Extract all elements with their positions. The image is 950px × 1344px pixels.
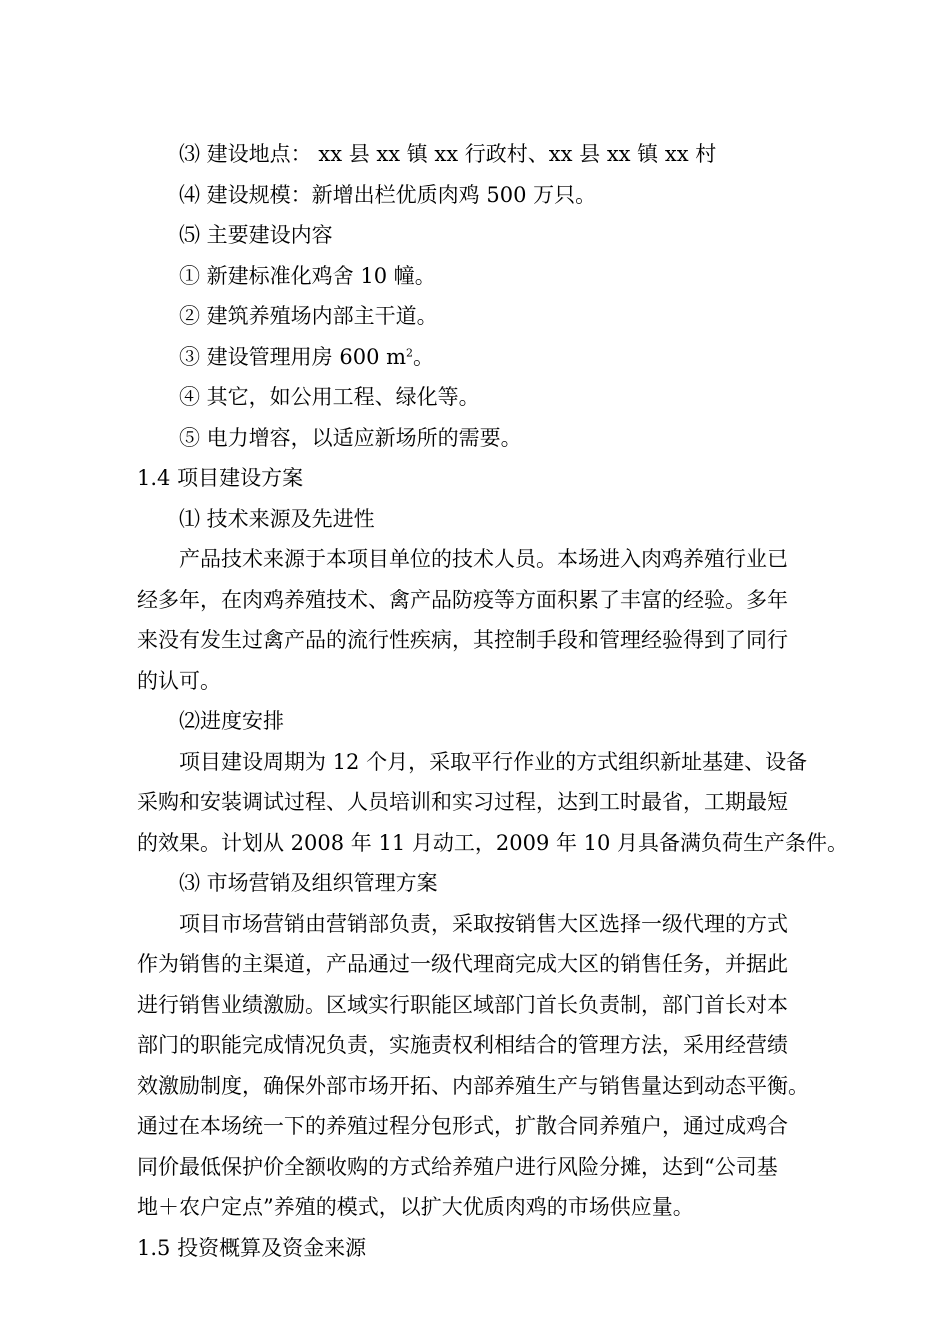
paragraph-line: 部门的职能完成情况负责，实施责权利相结合的管理方法，采用经营绩 xyxy=(137,1033,788,1057)
content-item-1: ① 新建标准化鸡舍 10 幢。 xyxy=(179,263,436,288)
content-item-3-end: 。 xyxy=(413,344,435,369)
schedule-paragraph xyxy=(137,742,849,864)
paragraph-line: 产品技术来源于本项目单位的技术人员。本场进入肉鸡养殖行业已 xyxy=(179,547,788,571)
content-item-4: ④ 其它，如公用工程、绿化等。 xyxy=(179,385,480,409)
paragraph-line: 项目市场营销由营销部负责，采取按销售大区选择一级代理的方式 xyxy=(179,911,788,936)
schedule-title: ⑵进度安排 xyxy=(179,709,284,733)
section-1-5-heading: 1.5 投资概算及资金来源 xyxy=(137,1235,367,1260)
paragraph-line: 来没有发生过禽产品的流行性疾病，其控制手段和管理经验得到了同行 xyxy=(137,628,788,652)
paragraph-line: 项目建设周期为 12 个月，采取平行作业的方式组织新址基建、设备 xyxy=(179,749,808,774)
paragraph-line: 作为销售的主渠道，产品通过一级代理商完成大区的销售任务，并据此 xyxy=(137,952,788,976)
main-content-title: ⑸ 主要建设内容 xyxy=(179,223,333,247)
square-superscript: 2 xyxy=(406,345,414,359)
paragraph-line: 采购和安装调试过程、人员培训和实习过程，达到工时最省，工期最短 xyxy=(137,790,788,814)
construction-site-line: ⑶ 建设地点： xx 县 xx 镇 xx 行政村、xx 县 xx 镇 xx 村 xyxy=(179,142,717,166)
content-item-2: ② 建筑养殖场内部主干道。 xyxy=(179,304,438,328)
paragraph-line: 同价最低保护价全额收购的方式给养殖户进行风险分摊，达到“公司基 xyxy=(137,1154,778,1179)
paragraph-line: 效激励制度，确保外部市场开拓、内部养殖生产与销售量达到动态平衡。 xyxy=(137,1073,809,1098)
paragraph-line: 通过在本场统一下的养殖过程分包形式，扩散合同养殖户，通过成鸡合 xyxy=(137,1114,788,1138)
paragraph-line: 地＋农户定点”养殖的模式，以扩大优质肉鸡的市场供应量。 xyxy=(137,1195,694,1219)
marketing-title: ⑶ 市场营销及组织管理方案 xyxy=(179,871,438,895)
tech-source-paragraph xyxy=(137,539,837,701)
document-body xyxy=(137,134,849,1268)
content-item-3-text: ③ 建设管理用房 600 m xyxy=(179,344,407,369)
paragraph-line: 经多年，在肉鸡养殖技术、禽产品防疫等方面积累了丰富的经验。多年 xyxy=(137,587,788,612)
section-1-4-heading: 1.4 项目建设方案 xyxy=(137,466,304,490)
paragraph-line: 的效果。计划从 2008 年 11 月动工，2009 年 10 月具备满负荷生产条件。 xyxy=(137,830,849,855)
construction-scale-line: ⑷ 建设规模：新增出栏优质肉鸡 500 万只。 xyxy=(179,182,597,207)
content-item-5: ⑤ 电力增容，以适应新场所的需要。 xyxy=(179,425,522,450)
tech-source-title: ⑴ 技术来源及先进性 xyxy=(179,506,375,531)
marketing-paragraph xyxy=(137,904,837,1228)
content-item-3 xyxy=(137,337,837,378)
paragraph-line: 进行销售业绩激励。区域实行职能区域部门首长负责制，部门首长对本 xyxy=(137,992,788,1017)
paragraph-line: 的认可。 xyxy=(137,668,221,693)
